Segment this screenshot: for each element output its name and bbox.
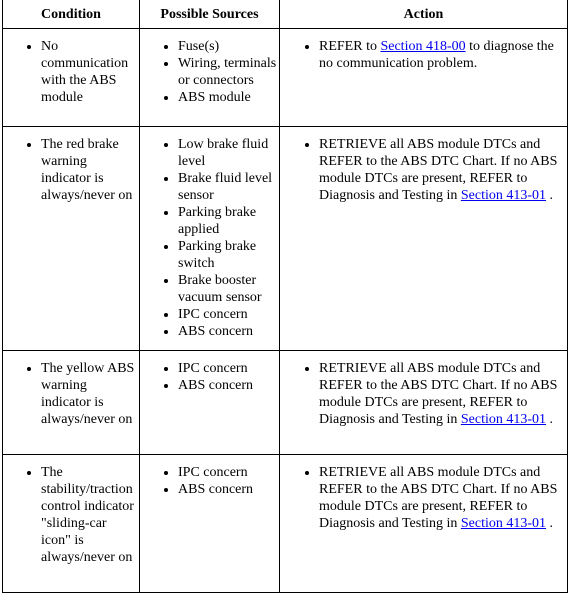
table-row bbox=[3, 351, 568, 455]
action-cell bbox=[280, 351, 568, 455]
action-cell bbox=[280, 127, 568, 351]
source-item: • IPC concern bbox=[178, 306, 279, 323]
source-item: • ABS concern bbox=[178, 323, 279, 340]
header-action: Action bbox=[280, 0, 568, 29]
source-item: • ABS concern bbox=[178, 481, 279, 498]
action-text bbox=[319, 38, 567, 72]
action-post-text: . bbox=[546, 516, 554, 531]
condition-text: • The yellow ABS warning indicator is always/never on bbox=[41, 360, 139, 428]
source-item: • ABS module bbox=[178, 89, 279, 106]
source-item: • Fuse(s) bbox=[178, 38, 279, 55]
action-pre-text: REFER to bbox=[319, 39, 381, 54]
source-item: • IPC concern bbox=[178, 464, 279, 481]
action-post-text: . bbox=[546, 188, 554, 203]
action-post-text: to diagnose the no communication problem. bbox=[319, 39, 554, 71]
section-link[interactable]: Section 413-01 bbox=[460, 516, 547, 531]
sources-list bbox=[140, 360, 279, 394]
condition-text: • The red brake warning indicator is always/never on bbox=[41, 136, 139, 204]
action-text bbox=[319, 464, 567, 532]
sources-cell bbox=[140, 29, 280, 127]
action-pre-text: RETRIEVE all ABS module DTCs and REFER to the ABS DTC Chart. If no ABS module DTCs are present, REFER to Diagnosis and Testing in bbox=[319, 137, 558, 203]
header-row bbox=[3, 0, 568, 29]
action-post-text: . bbox=[546, 412, 554, 427]
header-possible-sources: Possible Sources bbox=[140, 0, 280, 29]
condition-text: • No communication with the ABS module bbox=[41, 38, 139, 106]
action-cell bbox=[280, 29, 568, 127]
action-text bbox=[319, 360, 567, 428]
source-item: • Low brake fluid level bbox=[178, 136, 279, 170]
action-text bbox=[319, 136, 567, 204]
source-item: • ABS concern bbox=[178, 377, 279, 394]
table-row bbox=[3, 127, 568, 351]
sources-list bbox=[140, 464, 279, 498]
action-pre-text: RETRIEVE all ABS module DTCs and REFER to the ABS DTC Chart. If no ABS module DTCs are present, REFER to Diagnosis and Testing in bbox=[319, 361, 558, 427]
source-item: • Parking brake applied bbox=[178, 204, 279, 238]
sources-list bbox=[140, 38, 279, 106]
source-item: • IPC concern bbox=[178, 360, 279, 377]
condition-cell bbox=[3, 29, 140, 127]
condition-text: • The stability/traction control indicator "sliding-car icon" is always/never on bbox=[41, 464, 139, 566]
sources-cell bbox=[140, 351, 280, 455]
source-item: • Brake fluid level sensor bbox=[178, 170, 279, 204]
sources-cell bbox=[140, 127, 280, 351]
condition-cell bbox=[3, 351, 140, 455]
table-row bbox=[3, 455, 568, 593]
section-link[interactable]: Section 413-01 bbox=[460, 188, 547, 203]
header-condition: Condition bbox=[3, 0, 140, 29]
sources-cell bbox=[140, 455, 280, 593]
table-row bbox=[3, 29, 568, 127]
section-link[interactable]: Section 418-00 bbox=[380, 39, 466, 54]
sources-list bbox=[140, 136, 279, 340]
action-pre-text: RETRIEVE all ABS module DTCs and REFER to the ABS DTC Chart. If no ABS module DTCs are present, REFER to Diagnosis and Testing in bbox=[319, 465, 558, 531]
source-item: • Brake booster vacuum sensor bbox=[178, 272, 279, 306]
symptom-chart-table bbox=[2, 0, 568, 593]
section-link[interactable]: Section 413-01 bbox=[460, 412, 547, 427]
action-cell bbox=[280, 455, 568, 593]
source-item: • Parking brake switch bbox=[178, 238, 279, 272]
source-item: • Wiring, terminals or connectors bbox=[178, 55, 279, 89]
condition-cell bbox=[3, 455, 140, 593]
condition-cell bbox=[3, 127, 140, 351]
